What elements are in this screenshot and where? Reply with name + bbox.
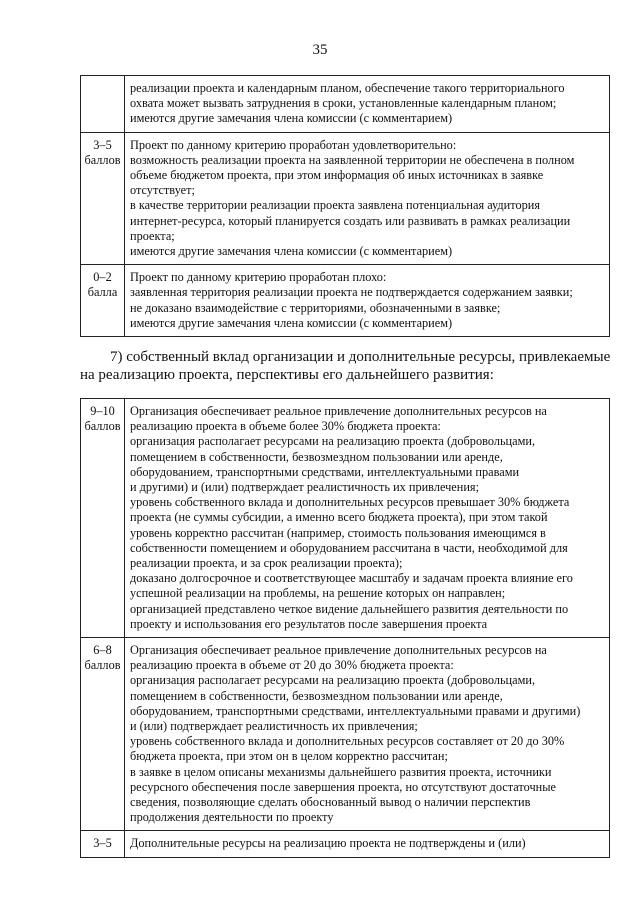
text-line: отсутствует; — [130, 183, 195, 198]
score-cell — [81, 638, 125, 831]
text-line: не доказано взаимодействие с территориями, обозначенными в заявке; — [130, 300, 501, 315]
score-cell — [81, 831, 125, 857]
score-unit: баллов — [84, 419, 121, 434]
criteria-table-resources — [80, 398, 610, 858]
table-row — [81, 132, 610, 265]
score-value: 6–8 — [93, 643, 112, 658]
heading-line: 7) собственный вклад организации и дополнительные ресурсы, привлекаемые — [110, 349, 611, 365]
text-line: Проект по данному критерию проработан плохо: — [130, 270, 387, 285]
text-line: организация располагает ресурсами на реализацию проекта (добровольцами, — [130, 434, 536, 449]
score-unit: баллов — [84, 152, 121, 167]
text-line: реализацию проекта в объеме от 20 до 30% бюджета проекта: — [130, 658, 454, 673]
text-line: в заявке в целом описаны механизмы дальнейшего развития проекта, источники — [130, 764, 552, 779]
text-line: Организация обеспечивает реальное привлечение дополнительных ресурсов на — [130, 643, 547, 658]
text-line: бюджета проекта, при этом он в целом корректно рассчитан; — [130, 749, 448, 764]
text-line: интернет-ресурса, который планируется создать или развивать в рамках реализации — [130, 213, 571, 228]
section-heading — [80, 348, 620, 384]
text-line: помещением в собственности, безвозмездном пользовании или аренде, — [130, 449, 503, 464]
text-line: проекта (не суммы субсидии, а именно всего бюджета проекта), при этом такой — [130, 510, 548, 525]
score-unit: балла — [87, 285, 118, 300]
score-cell — [81, 265, 125, 337]
text-line: сведения, позволяющие сделать обоснованный вывод о наличии перспектив — [130, 795, 531, 810]
text-line: оборудованием, транспортными средствами, интеллектуальными правами и другими) — [130, 703, 581, 718]
text-line: Проект по данному критерию проработан удовлетворительно: — [130, 137, 457, 152]
text-line: уровень собственного вклада и дополнительных ресурсов превышает 30% бюджета — [130, 495, 570, 510]
description-cell — [125, 265, 610, 337]
text-line: собственности помещением и оборудованием рассчитана в части, необходимой для — [130, 540, 568, 555]
text-line: уровень собственного вклада и дополнительных ресурсов составляет от 20 до 30% — [130, 734, 565, 749]
text-line: оборудованием, транспортными средствами, интеллектуальными правами — [130, 464, 520, 479]
text-line: проекту и использования его результатов после завершения проекта — [130, 616, 488, 631]
text-line: организацией представлено четкое видение дальнейшего развития деятельности по — [130, 601, 569, 616]
text-line: Дополнительные ресурсы на реализацию проекта не подтверждены и (или) — [130, 836, 526, 851]
score-value: 0–2 — [93, 270, 112, 285]
text-line: успешной реализации на проблемы, на решение которых он направлен; — [130, 586, 506, 601]
score-value: 3–5 — [93, 836, 112, 851]
text-line: реализации проекта и календарным планом, обеспечение такого территориального — [130, 81, 565, 95]
criteria-table-territory — [80, 75, 610, 337]
text-line: реализацию проекта в объеме более 30% бюджета проекта: — [130, 419, 441, 434]
page-number: 35 — [312, 42, 328, 58]
score-cell — [81, 132, 125, 265]
text-line: охвата может вызвать затруднения в сроки, установленные календарным планом; — [130, 96, 557, 111]
text-line: имеются другие замечания члена комиссии (с комментарием) — [130, 315, 453, 330]
text-line: в качестве территории реализации проекта заявлена потенциальная аудитория — [130, 198, 540, 213]
text-line: и другими) и (или) подтверждает реалистичность их привлечения; — [130, 480, 479, 495]
score-value: 9–10 — [90, 404, 115, 418]
text-line: продолжения деятельности по проекту — [130, 810, 334, 825]
text-line: объеме бюджетом проекта, при этом информация об иных источниках в заявке — [130, 168, 544, 183]
text-line: проекта; — [130, 228, 175, 243]
score-value: 3–5 — [93, 137, 112, 152]
table-row — [81, 831, 610, 857]
text-line: организация располагает ресурсами на реализацию проекта (добровольцами, — [130, 673, 536, 688]
text-line: заявленная территория реализации проекта не подтверждается содержанием заявки; — [130, 285, 573, 300]
text-line: имеются другие замечания члена комиссии (с комментарием) — [130, 111, 453, 126]
table-row — [81, 76, 610, 133]
text-line: реализации проекта, и за срок реализации проекта); — [130, 556, 403, 571]
heading-line: на реализацию проекта, перспективы его дальнейшего развития: — [80, 367, 494, 383]
score-cell — [81, 76, 125, 133]
table-row — [81, 399, 610, 638]
text-line: возможность реализации проекта на заявленной территории не обеспечена в полном — [130, 152, 575, 167]
description-cell — [125, 831, 610, 857]
description-cell — [125, 76, 610, 133]
text-line: помещением в собственности, безвозмездном пользовании или аренде, — [130, 688, 503, 703]
table-row — [81, 638, 610, 831]
text-line: доказано долгосрочное и соответствующее масштабу и задачам проекта влияние его — [130, 571, 573, 586]
description-cell — [125, 638, 610, 831]
description-cell — [125, 399, 610, 638]
text-line: ресурсного обеспечения после завершения проекта, но отсутствуют достаточные — [130, 779, 556, 794]
text-line: Организация обеспечивает реальное привлечение дополнительных ресурсов на — [130, 404, 547, 418]
score-cell — [81, 399, 125, 638]
text-line: и (или) подтверждает реалистичность их привлечения; — [130, 719, 418, 734]
text-line: имеются другие замечания члена комиссии (с комментарием) — [130, 244, 453, 259]
table-row — [81, 265, 610, 337]
description-cell — [125, 132, 610, 265]
score-unit: баллов — [84, 658, 121, 673]
text-line: уровень корректно рассчитан (например, стоимость пользования имеющимся в — [130, 525, 546, 540]
